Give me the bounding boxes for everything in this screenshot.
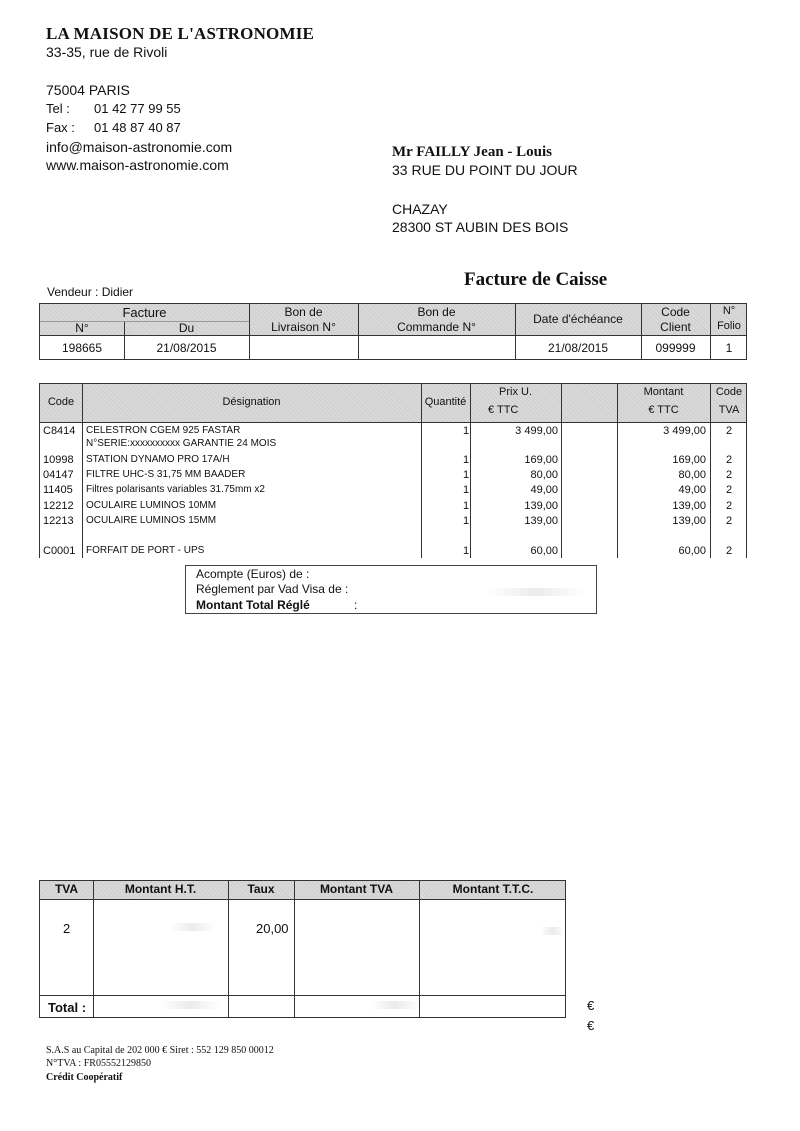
item-qty: 1 — [462, 545, 470, 557]
item-montant: 60,00 — [678, 545, 706, 557]
facture-du-header: Du — [178, 321, 195, 335]
tax-ttc-header: Montant T.T.C. — [452, 882, 534, 896]
item-qty: 1 — [462, 469, 470, 481]
item-tva: 2 — [725, 500, 733, 512]
item-designation: CELESTRON CGEM 925 FASTAR — [86, 425, 241, 436]
item-qty: 1 — [462, 500, 470, 512]
bon-commande-header-2: Commande N° — [397, 320, 476, 334]
items-table — [39, 383, 747, 558]
tax-tva-header: TVA — [54, 882, 79, 896]
item-designation: FILTRE UHC-S 31,75 MM BAADER — [86, 469, 246, 480]
folio-header-2: Folio — [717, 320, 741, 332]
item-designation: Filtres polarisants variables 31.75mm x2 — [86, 484, 265, 495]
item-code: 11405 — [43, 484, 73, 496]
document-title: Facture de Caisse — [464, 269, 608, 290]
company-tel — [46, 101, 181, 116]
item-tva: 2 — [725, 545, 733, 557]
item-code: C0001 — [43, 545, 76, 557]
redacted-ht — [170, 923, 215, 931]
item-prix: 60,00 — [530, 545, 558, 557]
item-qty: 1 — [462, 515, 470, 527]
client-code: 099999 — [655, 341, 696, 355]
footer-capital-siret: S.A.S au Capital de 202 000 € Siret : 552 129 850 00012 — [46, 1045, 274, 1056]
date-echeance-header: Date d'échéance — [533, 312, 623, 326]
company-street: 33-35, rue de Rivoli — [46, 44, 168, 60]
item-montant: 49,00 — [678, 484, 706, 496]
client-street: 33 RUE DU POINT DU JOUR — [392, 162, 578, 178]
reglement-label: Réglement par Vad Visa de : — [196, 582, 349, 596]
items-tva-header-1: Code — [715, 386, 743, 398]
tax-row-tva: 2 — [63, 921, 71, 936]
item-qty: 1 — [462, 454, 470, 466]
bon-livraison-header-2: Livraison N° — [271, 320, 336, 334]
item-code: 12213 — [43, 515, 74, 527]
item-code: 04147 — [43, 469, 74, 481]
tax-total-label: Total : — [48, 1000, 87, 1015]
item-tva: 2 — [725, 425, 733, 437]
company-fax — [46, 120, 181, 135]
client-locality: CHAZAY — [392, 201, 448, 217]
redacted-amount — [486, 588, 586, 596]
redacted-total-tva — [370, 1001, 420, 1009]
folio-number: 1 — [725, 341, 733, 355]
company-email: info@maison-astronomie.com — [46, 139, 233, 155]
item-code: C8414 — [43, 425, 76, 437]
item-designation: OCULAIRE LUMINOS 15MM — [86, 515, 217, 526]
items-price-header-1: Prix U. — [499, 386, 532, 398]
item-prix: 139,00 — [524, 500, 558, 512]
items-designation-header: Désignation — [222, 396, 281, 408]
total-regle-colon: : — [354, 598, 358, 612]
client-name: Mr FAILLY Jean - Louis — [392, 144, 553, 160]
item-prix: 3 499,00 — [515, 425, 558, 437]
due-date: 21/08/2015 — [547, 341, 609, 355]
folio-header-1: N° — [722, 305, 736, 317]
item-code: 10998 — [43, 454, 74, 466]
euro-symbol-1: € — [587, 998, 595, 1013]
client-city: 28300 ST AUBIN DES BOIS — [392, 219, 569, 235]
item-code: 12212 — [43, 500, 74, 512]
payment-box — [185, 565, 597, 614]
vendor: Vendeur : Didier — [47, 285, 134, 299]
invoice-number: 198665 — [61, 341, 103, 355]
item-tva: 2 — [725, 469, 733, 481]
tax-row-taux: 20,00 — [256, 921, 289, 936]
tel-label: Tel : — [46, 101, 70, 116]
redacted-ttc — [540, 927, 565, 935]
item-prix: 80,00 — [530, 469, 558, 481]
footer-vat-number: N°TVA : FR05552129850 — [46, 1058, 151, 1069]
item-prix: 139,00 — [524, 515, 558, 527]
item-designation: N°SERIE:xxxxxxxxxx GARANTIE 24 MOIS — [86, 438, 277, 449]
item-designation: STATION DYNAMO PRO 17A/H — [86, 454, 230, 465]
tax-summary-table — [39, 880, 566, 1018]
item-prix: 49,00 — [530, 484, 558, 496]
items-quantity-header: Quantité — [424, 396, 467, 408]
tax-montant-tva-header: Montant TVA — [319, 882, 394, 896]
facture-no-header: N° — [75, 321, 89, 335]
tel-value: 01 42 77 99 55 — [94, 101, 181, 116]
items-code-header: Code — [47, 396, 75, 408]
item-montant: 139,00 — [672, 515, 706, 527]
invoice-info-table — [39, 303, 747, 360]
tax-ht-header: Montant H.T. — [124, 882, 197, 896]
company-website: www.maison-astronomie.com — [46, 157, 229, 173]
company-name: LA MAISON DE L'ASTRONOMIE — [46, 24, 315, 43]
tax-taux-header: Taux — [247, 882, 275, 896]
item-montant: 80,00 — [678, 469, 706, 481]
euro-symbol-2: € — [587, 1018, 595, 1033]
item-designation: FORFAIT DE PORT - UPS — [86, 545, 205, 556]
item-prix: 169,00 — [524, 454, 558, 466]
items-amount-header-1: Montant — [643, 386, 684, 398]
company-city: 75004 PARIS — [46, 82, 130, 98]
item-tva: 2 — [725, 454, 733, 466]
item-designation: OCULAIRE LUMINOS 10MM — [86, 500, 217, 511]
fax-value: 01 48 87 40 87 — [94, 120, 181, 135]
total-regle-label: Montant Total Réglé — [196, 598, 310, 612]
items-price-header-2: € TTC — [488, 404, 519, 416]
item-montant: 139,00 — [672, 500, 706, 512]
items-tva-header-2: TVA — [718, 404, 740, 416]
facture-header: Facture — [122, 305, 167, 320]
acompte-label: Acompte (Euros) de : — [196, 567, 310, 581]
item-tva: 2 — [725, 484, 733, 496]
invoice-date: 21/08/2015 — [156, 341, 217, 355]
redacted-total-ht — [160, 1001, 220, 1009]
item-qty: 1 — [462, 425, 470, 437]
items-amount-header-2: € TTC — [648, 404, 679, 416]
item-qty: 1 — [462, 484, 470, 496]
item-montant: 169,00 — [672, 454, 706, 466]
code-client-header-2: Client — [660, 320, 691, 334]
code-client-header-1: Code — [661, 305, 690, 319]
fax-label: Fax : — [46, 120, 75, 135]
item-tva: 2 — [725, 515, 733, 527]
bon-commande-header-1: Bon de — [417, 305, 456, 319]
item-montant: 3 499,00 — [663, 425, 706, 437]
bon-livraison-header-1: Bon de — [284, 305, 323, 319]
footer-bank: Crédit Coopératif — [46, 1072, 123, 1083]
